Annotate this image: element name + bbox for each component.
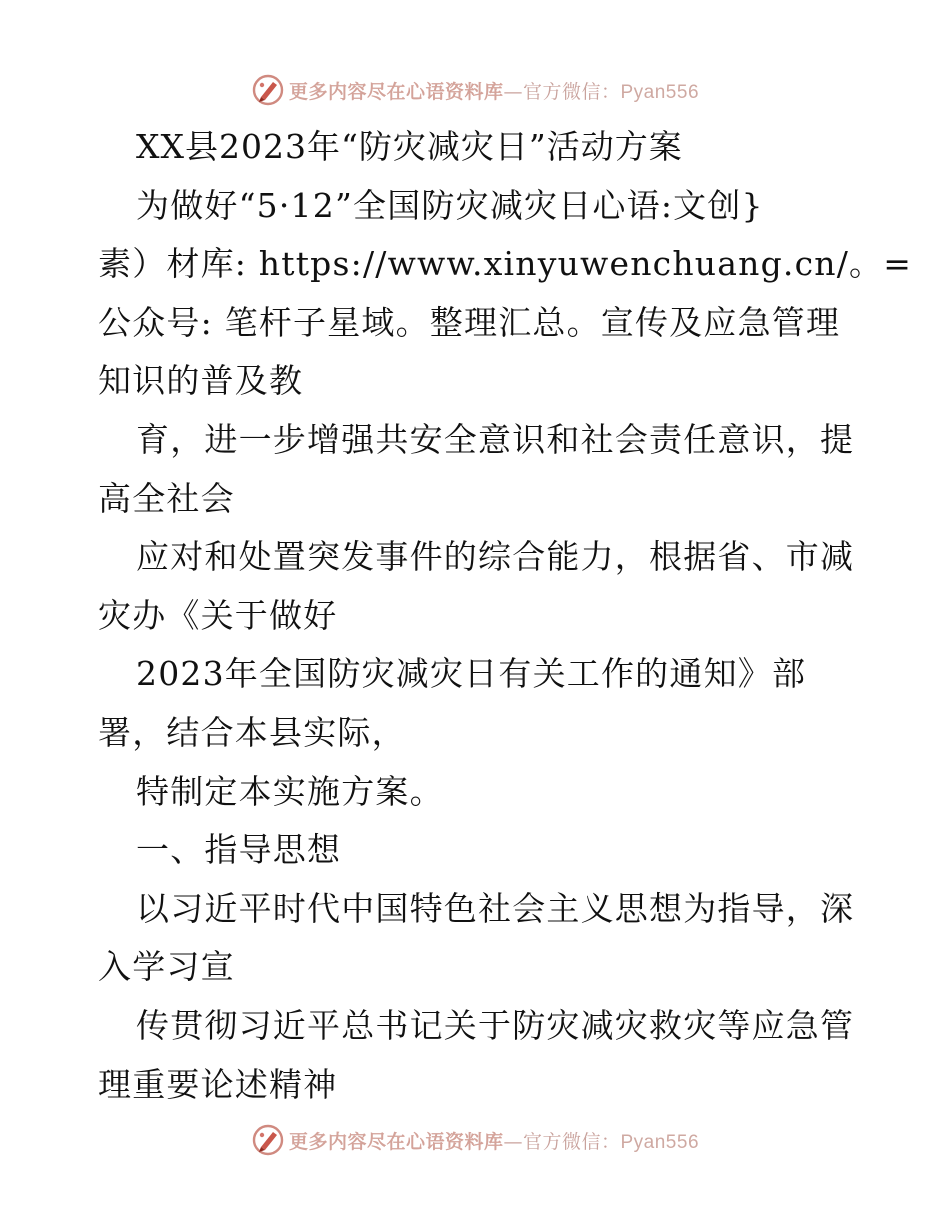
text-line: 高全社会: [98, 478, 235, 518]
text-line: 公众号: 笔杆子星域。整理汇总。宣传及应急管理: [98, 302, 841, 342]
watermark-brand: 更多内容尽在心语资料库: [288, 1130, 504, 1153]
text-line: 应对和处置突发事件的综合能力，根据省、市减: [136, 537, 855, 577]
watermark-dash: —: [503, 80, 523, 103]
pen-logo-icon: [251, 1123, 285, 1157]
header-watermark: [0, 70, 950, 110]
footer-watermark: [0, 1120, 950, 1160]
document-body: [98, 118, 913, 1114]
text-line: 以习近平时代中国特色社会主义思想为指导，深: [136, 888, 855, 928]
text-line: 知识的普及教: [98, 361, 304, 401]
text-line: 理重要论述精神: [98, 1064, 338, 1104]
watermark-brand: 更多内容尽在心语资料库: [288, 80, 504, 103]
text-line: 育，进一步增强共安全意识和社会责任意识，提: [136, 419, 855, 459]
text-line: 传贯彻习近平总书记关于防灾减灾救灾等应急管: [136, 1005, 855, 1045]
watermark-contact: 官方微信：: [522, 1130, 621, 1153]
watermark-id: Pyan556: [620, 1131, 700, 1153]
text-line: 署，结合本县实际，: [98, 712, 406, 752]
document-title: XX县2023年“防灾减灾日”活动方案: [136, 127, 683, 166]
text-line: 特制定本实施方案。: [136, 771, 444, 811]
text-line: 2023年全国防灾减灾日有关工作的通知》部: [136, 654, 807, 694]
watermark-id: Pyan556: [620, 81, 700, 103]
watermark-dash: —: [503, 1130, 523, 1153]
watermark-contact: 官方微信：: [522, 80, 621, 103]
text-line: 灾办《关于做好: [98, 595, 338, 635]
text-line: 素）材库: https://www.xinyuwenchuang.cn/。=: [98, 244, 913, 284]
pen-logo-icon: [251, 73, 285, 107]
section-heading: 一、指导思想: [136, 830, 342, 870]
text-line: 为做好“5·12”全国防灾减灾日心语:文创}: [136, 185, 764, 225]
text-line: 入学习宣: [98, 947, 235, 987]
